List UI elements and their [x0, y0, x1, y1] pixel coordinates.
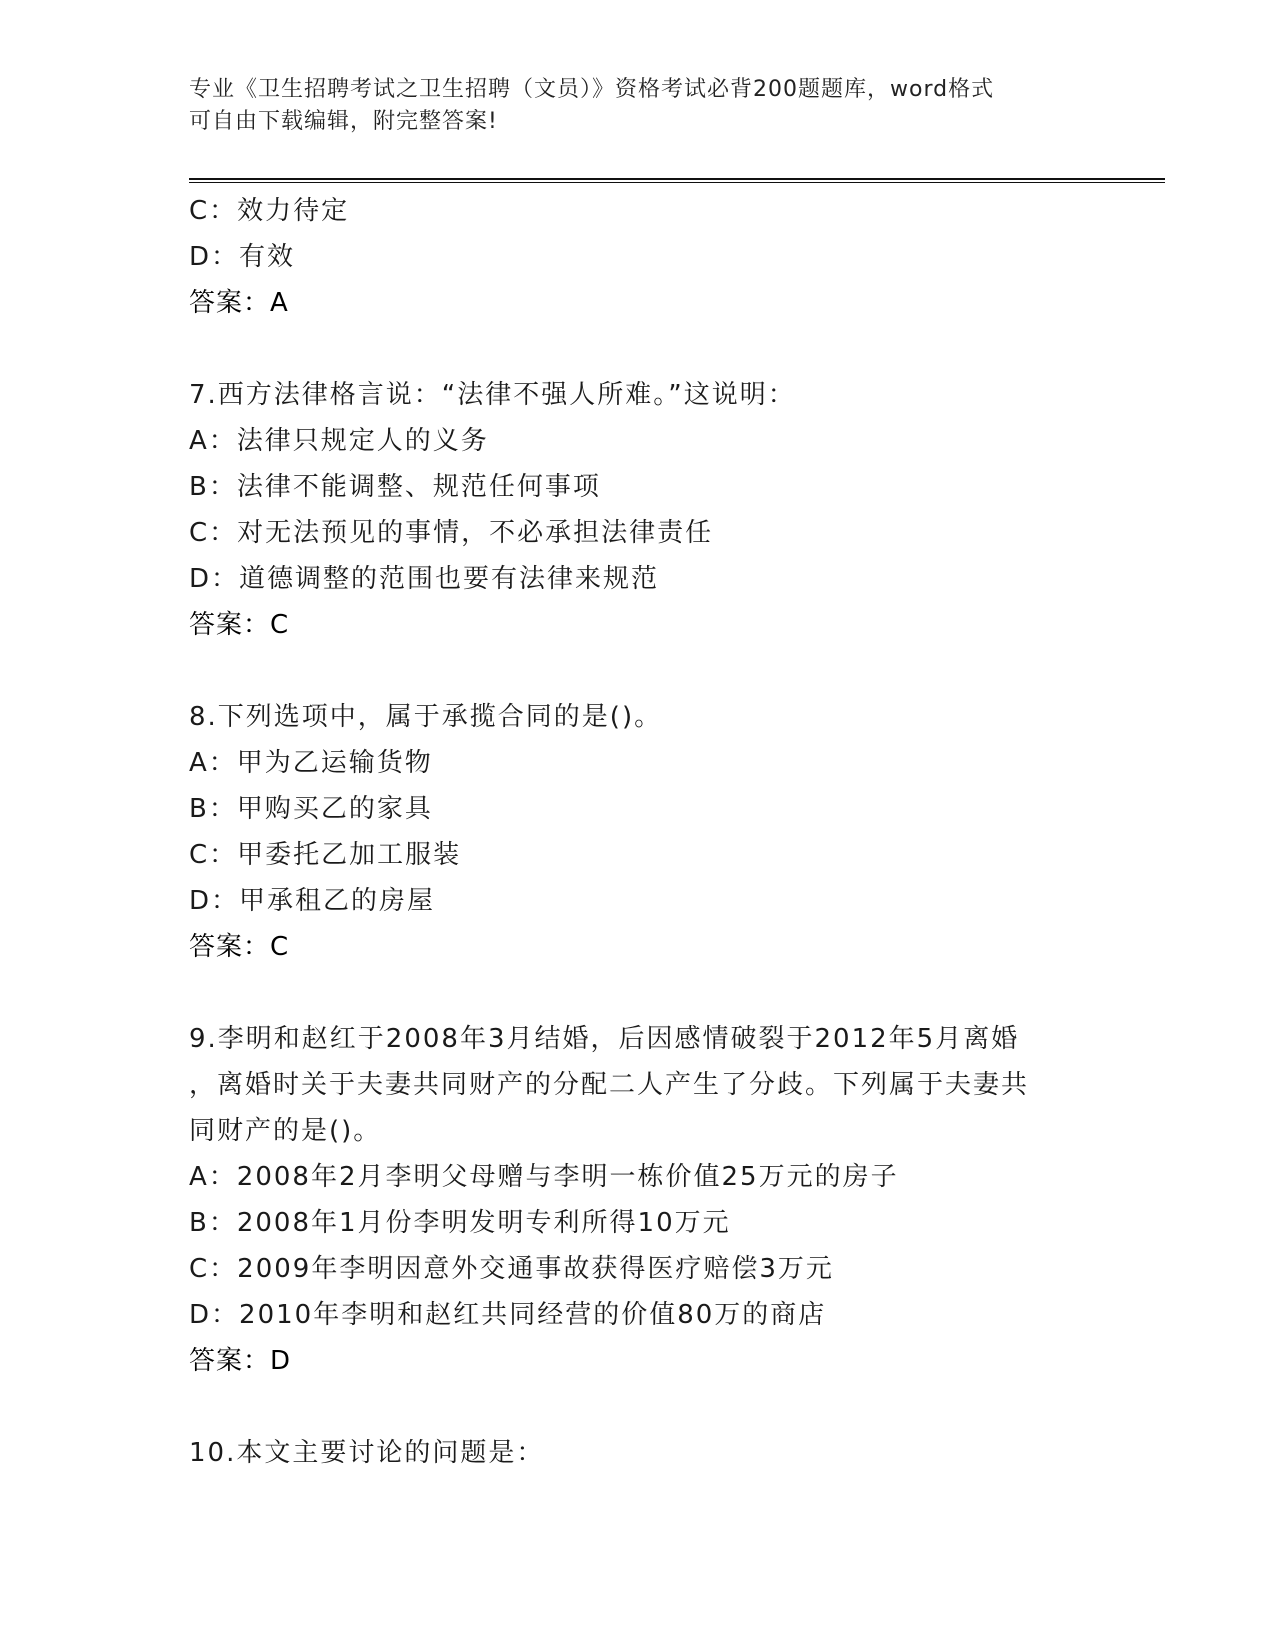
option-b: B：甲购买乙的家具 [189, 794, 433, 824]
answer: 答案：D [189, 1346, 292, 1376]
header-divider [189, 178, 1165, 183]
option-b: B：法律不能调整、规范任何事项 [189, 472, 601, 502]
option-c: C：2009年李明因意外交通事故获得医疗赔偿3万元 [189, 1254, 834, 1284]
question-list [189, 188, 1089, 1476]
option-c: C：对无法预见的事情，不必承担法律责任 [189, 518, 714, 548]
option-d: D：2010年李明和赵红共同经营的价值80万的商店 [189, 1300, 827, 1330]
question-stem-line-1: 9.李明和赵红于2008年3月结婚，后因感情破裂于2012年5月离婚 [189, 1024, 1020, 1054]
question-stem-line-3: 同财产的是()。 [189, 1116, 382, 1146]
answer: 答案：A [189, 288, 289, 318]
spacer [189, 326, 1089, 372]
question-stem: 8.下列选项中，属于承揽合同的是()。 [189, 702, 663, 732]
option-a: A：2008年2月李明父母赠与李明一栋价值25万元的房子 [189, 1162, 899, 1192]
question-8 [189, 694, 1089, 970]
document-header [189, 74, 1089, 138]
option-a: A：法律只规定人的义务 [189, 426, 489, 456]
header-line-1: 专业《卫生招聘考试之卫生招聘（文员）》资格考试必背200题题库，word格式 [189, 77, 995, 102]
question-stem: 7.西方法律格言说：“法律不强人所难。”这说明： [189, 380, 796, 410]
option-c: C：效力待定 [189, 196, 350, 226]
spacer [189, 1384, 1089, 1430]
answer: 答案：C [189, 610, 290, 640]
header-line-2: 可自由下载编辑，附完整答案! [189, 109, 498, 134]
option-d: D：甲承租乙的房屋 [189, 886, 436, 916]
question-6-tail [189, 188, 1089, 326]
spacer [189, 648, 1089, 694]
answer: 答案：C [189, 932, 290, 962]
question-10 [189, 1430, 1089, 1476]
spacer [189, 970, 1089, 1016]
option-c: C：甲委托乙加工服装 [189, 840, 462, 870]
question-9 [189, 1016, 1089, 1384]
option-b: B：2008年1月份李明发明专利所得10万元 [189, 1208, 731, 1238]
option-d: D：有效 [189, 242, 296, 272]
question-stem: 10.本文主要讨论的问题是： [189, 1438, 545, 1468]
option-d: D：道德调整的范围也要有法律来规范 [189, 564, 660, 594]
question-7 [189, 372, 1089, 648]
option-a: A：甲为乙运输货物 [189, 748, 433, 778]
question-stem-line-2: ，离婚时关于夫妻共同财产的分配二人产生了分歧。下列属于夫妻共 [189, 1070, 1030, 1100]
